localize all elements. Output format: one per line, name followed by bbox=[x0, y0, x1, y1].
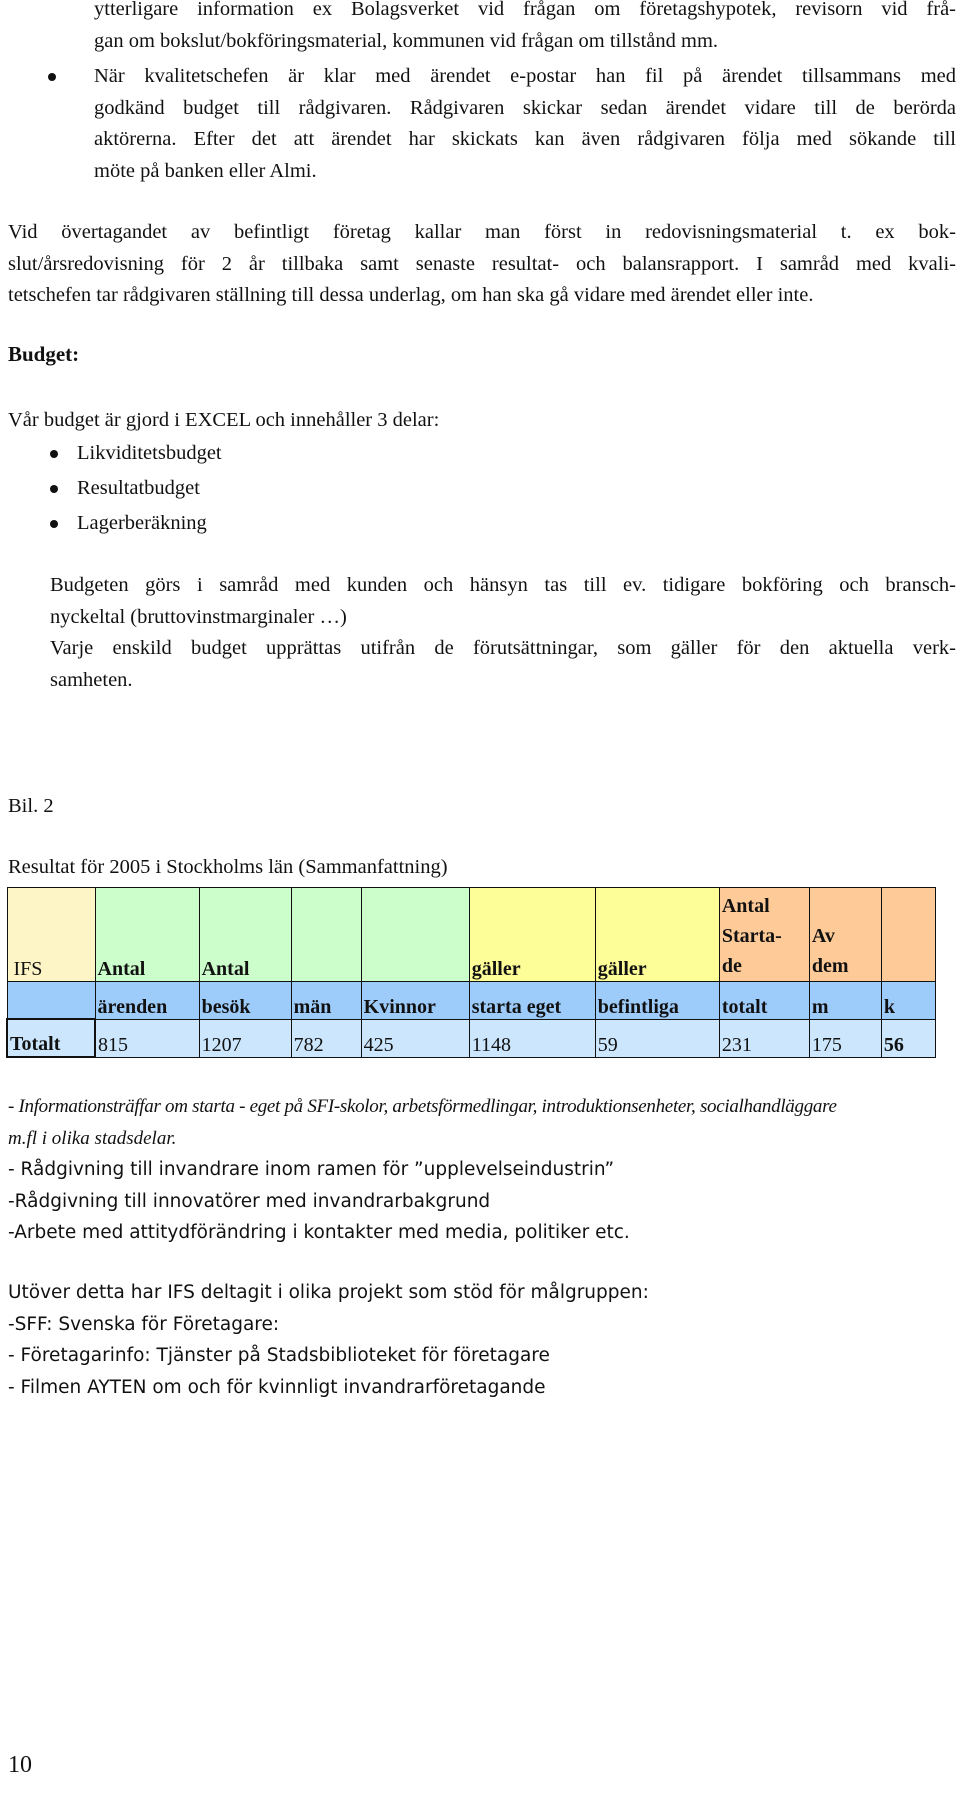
text-line: -SFF: Svenska för Företagare: bbox=[8, 1313, 280, 1335]
text-line: -Arbete med attitydförändring i kontakter med media, politiker etc. bbox=[8, 1222, 630, 1243]
table-subheader-row bbox=[7, 982, 936, 1020]
header-label: Antal bbox=[201, 958, 250, 980]
page-number: 10 bbox=[8, 1752, 32, 1778]
budget-list bbox=[50, 438, 450, 543]
text-line: Vid övertagandet av befintligt företag kallar man först in redovisningsmaterial t. ex bok- bbox=[8, 221, 956, 243]
header-cell: k bbox=[881, 982, 935, 1020]
text-line: Utöver detta har IFS deltagit i olika projekt som stöd för målgruppen: bbox=[8, 1282, 649, 1303]
list-item-label: Likviditetsbudget bbox=[77, 442, 222, 464]
header-cell bbox=[361, 888, 469, 982]
text-line: godkänd budget till rådgivaren. Rådgivaren skickar sedan ärendet vidare till de berörda bbox=[94, 96, 956, 119]
text-line: - Filmen AYTEN om och för kvinnligt invandrarföretagande bbox=[8, 1376, 546, 1398]
header-label: gäller bbox=[471, 958, 521, 980]
table-cell: Totalt bbox=[7, 1019, 95, 1057]
intro-paragraph bbox=[94, 0, 956, 57]
bullet-icon bbox=[50, 450, 58, 458]
table-cell: 56 bbox=[881, 1019, 935, 1057]
header-cell bbox=[881, 888, 935, 982]
table-cell: 59 bbox=[595, 1019, 719, 1057]
text-line: tetschefen tar rådgivaren ställning till dessa underlag, om han ska gå vidare med ärendet eller inte. bbox=[8, 284, 814, 306]
bullet-icon bbox=[50, 520, 58, 528]
header-label: Antal bbox=[97, 958, 146, 980]
header-label: IFS bbox=[13, 958, 43, 980]
header-cell bbox=[719, 888, 809, 982]
budget-heading: Budget: bbox=[8, 342, 80, 366]
header-cell bbox=[809, 888, 881, 982]
appendix-label: Bil. 2 bbox=[8, 795, 54, 817]
ifs-cell bbox=[7, 888, 95, 982]
list-item bbox=[50, 508, 450, 543]
list-item-label: Resultatbudget bbox=[77, 477, 200, 499]
bullet-icon bbox=[50, 485, 58, 493]
paragraph-overtagande bbox=[8, 217, 956, 312]
header-cell bbox=[7, 982, 95, 1020]
table-cell: 782 bbox=[291, 1019, 361, 1057]
text-line: -Rådgivning till innovatörer med invandrarbakgrund bbox=[8, 1190, 491, 1212]
list-item bbox=[50, 438, 450, 473]
text-line: - Företagarinfo: Tjänster på Stadsbiblioteket för företagare bbox=[8, 1345, 550, 1366]
header-cell: besök bbox=[199, 982, 291, 1020]
header-cell bbox=[291, 888, 361, 982]
header-cell: befintliga bbox=[595, 982, 719, 1020]
header-label: gäller bbox=[597, 958, 647, 980]
bullet-kvalitetschef bbox=[48, 61, 956, 187]
header-cell: ärenden bbox=[95, 982, 199, 1020]
table-cell: 1148 bbox=[469, 1019, 595, 1057]
text-line: möte på banken eller Almi. bbox=[94, 159, 317, 182]
header-cell: starta eget bbox=[469, 982, 595, 1020]
header-cell: totalt bbox=[719, 982, 809, 1020]
text-line: slut/årsredovisning för 2 år tillbaka samt senaste resultat- och balansrapport. I samråd med kvali- bbox=[8, 252, 956, 275]
bullet-icon bbox=[48, 73, 56, 81]
table-cell: 815 bbox=[95, 1019, 199, 1057]
budget-intro: Vår budget är gjord i EXCEL och innehåller 3 delar: bbox=[8, 409, 440, 431]
activities-list bbox=[8, 1091, 958, 1249]
projects-list bbox=[8, 1277, 958, 1403]
header-cell bbox=[199, 888, 291, 982]
table-title: Resultat för 2005 i Stockholms län (Sammanfattning) bbox=[8, 856, 448, 878]
header-cell: män bbox=[291, 982, 361, 1020]
text-line: - Rådgivning till invandrare inom ramen för ”upplevelseindustrin” bbox=[8, 1159, 615, 1180]
budget-paragraph bbox=[50, 570, 956, 696]
header-label: Antal bbox=[721, 895, 770, 917]
text-line: gan om bokslut/bokföringsmaterial, kommunen vid frågan om tillstånd mm. bbox=[94, 29, 719, 52]
table-cell: 425 bbox=[361, 1019, 469, 1057]
header-label: dem bbox=[811, 955, 849, 977]
text-line: aktörerna. Efter det att ärendet har skickats kan även rådgivaren följa med sökande till bbox=[94, 128, 956, 150]
table-cell: 1207 bbox=[199, 1019, 291, 1057]
text-line: ytterligare information ex Bolagsverket vid frågan om företagshypotek, revisorn vid frå- bbox=[94, 0, 956, 20]
table-header-row bbox=[7, 888, 936, 982]
text-line: m.fl i olika stadsdelar. bbox=[8, 1127, 177, 1149]
list-item-label: Lagerberäkning bbox=[77, 512, 207, 534]
header-cell bbox=[595, 888, 719, 982]
header-cell bbox=[469, 888, 595, 982]
list-item bbox=[50, 473, 450, 508]
text-line: samheten. bbox=[50, 668, 133, 691]
header-label: de bbox=[721, 955, 742, 977]
text-line: Varje enskild budget upprättas utifrån de förutsättningar, som gäller för den aktuella verk- bbox=[50, 637, 956, 659]
header-cell: m bbox=[809, 982, 881, 1020]
header-label: Av bbox=[811, 925, 835, 947]
table-cell: 175 bbox=[809, 1019, 881, 1057]
results-table bbox=[6, 887, 936, 1058]
table-row bbox=[7, 1019, 936, 1057]
header-cell bbox=[95, 888, 199, 982]
table-cell: 231 bbox=[719, 1019, 809, 1057]
text-line: - Informationsträffar om starta - eget på SFI-skolor, arbetsförmedlingar, introduktionsenheter, socialhandläggare bbox=[8, 1096, 837, 1117]
header-cell: Kvinnor bbox=[361, 982, 469, 1020]
text-line: nyckeltal (bruttovinstmarginaler …) bbox=[50, 605, 347, 628]
text-line: Budgeten görs i samråd med kunden och hänsyn tas till ev. tidigare bokföring och bransch- bbox=[50, 574, 956, 596]
text-line: När kvalitetschefen är klar med ärendet e-postar han fil på ärendet tillsammans med bbox=[94, 65, 956, 87]
header-label: Starta- bbox=[721, 925, 782, 947]
